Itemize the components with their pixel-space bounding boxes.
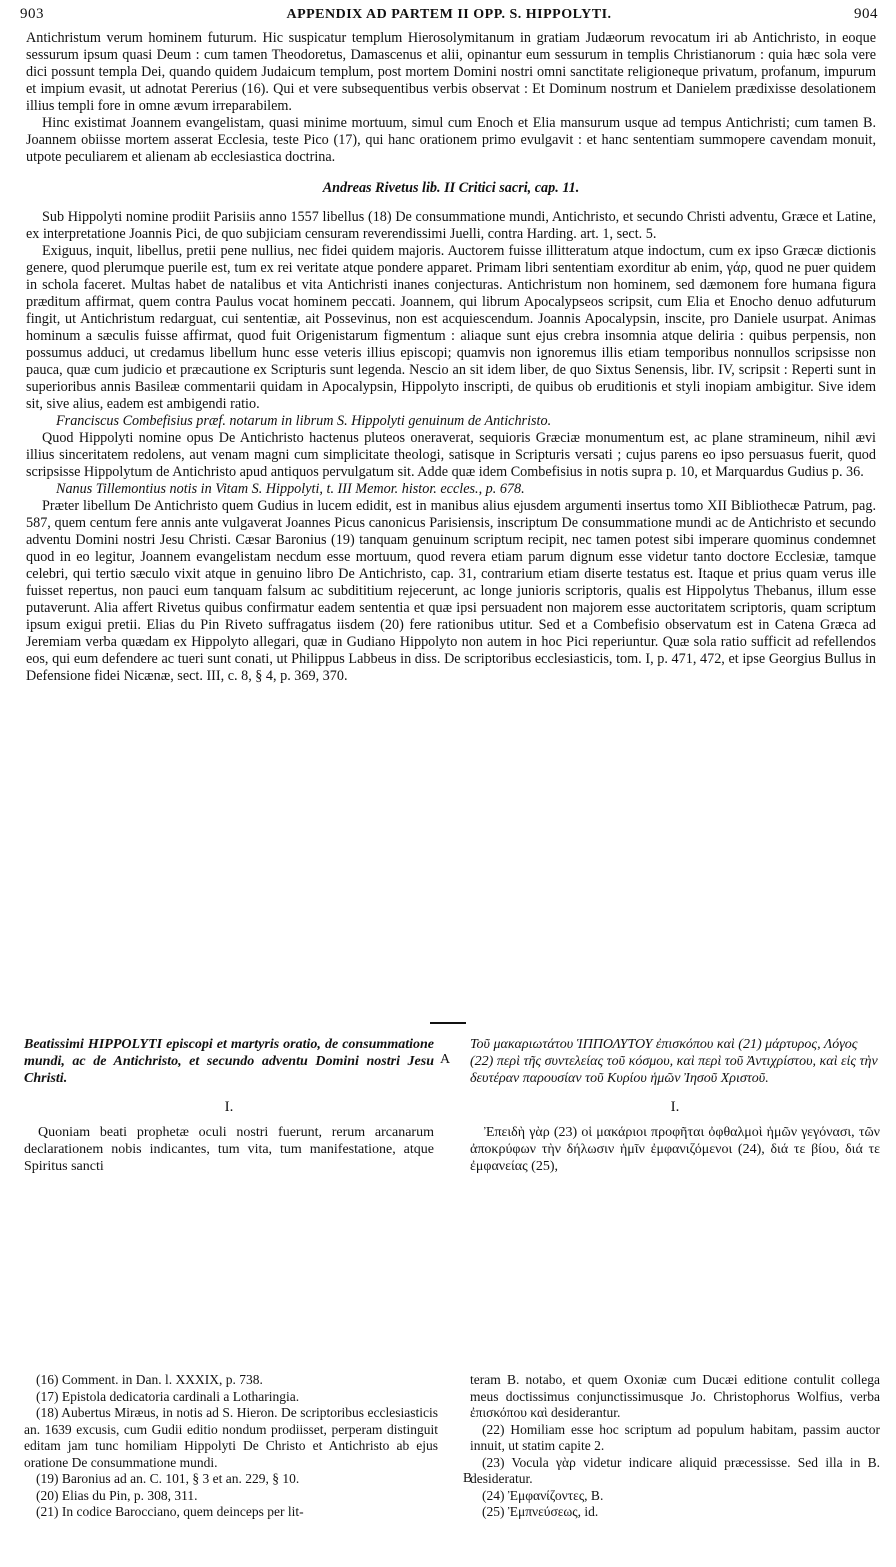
paragraph: Præter libellum De Antichristo quem Gudius in lucem edidit, est in manibus alius ejusdem argumenti insertus tomo XII Bibliothecæ Patrum, pag. 587, quem centum fere annis ante vulgaverat Joannes Picus canonicus Parisiensis, inscriptum De consummatione mundi ac de Antichristo et secundo adventu Domini nostri Jesu Christi. Cæsar Baronius (19) tanquam genuinum scriptum recipit, nec tamen potest sibi imperare quominus condemnet quod in eo legitur, Joannem evangelistam necdum esse mortuum, quod revera etiam parum dignum esse videtur tanto doctore Ecclesiæ, tamque celebri, qui tertio sæculo vixit atque in genuino libro De Antichristo, cap. 31, contrarium etiam diserte testatus est. Itaque et prius quam verus ille fuisset repertus, non pauci eum tanquam falsum ac subdititium rejecerunt, ac longe junioris scriptoris, qualis est Hippolytus Thebanus, illum esse putaverunt. Alia affert Rivetus quibus confirmatur eadem sententia et quæ ipsi persuadent non majorem esse auctoritatem scriptoris, quam scriptum ipsum exigui pretii. Elias du Pin Riveto suffragatus iisdem (20) fere rationibus utitur. Sed et a Combefisio observatum est in Catena Græca ad Jeremiam verba quædam ex Hippolyto allegari, quæ in Gudiano Hippolyto non autem in hoc Pici reperiuntur. Quæ sola ratio sufficit ad refellendos eos, qui eum defendere ac tueri sunt conati, ut Philippus Labbeus in diss. De scriptoribus ecclesiasticis, tom. I, p. 471, 472, et ipse Georgius Bullus in Defensione fidei Nicænæ, sect. III, c. 8, § 4, p. 369, 370. (26, 498, 876, 684)
footnote: (18) Aubertus Miræus, in notis ad S. Hieron. De scriptoribus ecclesiasticis an. 1639 excusis, cum Gudii editio nondum prodiisset, perperam distinguit editam jam tunc homiliam Hippolyti De Christo et Antichristo ab ejus oratione De consummatione mundi. (24, 1405, 438, 1470)
footnote: teram B. notabo, et quem Oxoniæ cum Ducæi editione contulit collega meus doctissimus conjunctissimusque Jo. Christophorus Wolfius, verba ἐπισκόπου καὶ desiderantur. (470, 1372, 880, 1420)
greek-title: Τοῦ μακαριωτάτου ἹΠΠΟΛΥΤΟΥ ἐπισκόπου καὶ (21) μάρτυρος, Λόγος (22) περὶ τῆς συντελείας τοῦ κόσμου, καὶ περὶ τοῦ Ἀντιχρίστου, καὶ εἰς τὴν δευτέραν παρουσίαν τοῦ Κυρίου ἡμῶν Ἰησοῦ Χριστοῦ. (470, 1037, 878, 1086)
footnote: (19) Baronius ad an. C. 101, § 3 et an. 229, § 10. (36, 1471, 300, 1486)
footnote: (23) Vocula γὰρ videtur indicare aliquid præcessisse. Sed illa in B. desideratur. (470, 1454, 880, 1486)
margin-marker: B (463, 1470, 473, 1485)
source-heading: Nanus Tillemontius notis in Vitam S. Hippolyti, t. III Memor. histor. eccles., p. 678. (56, 481, 525, 497)
source-heading: Andreas Rivetus lib. II Critici sacri, cap. 11. (322, 180, 580, 196)
running-title: APPENDIX AD PARTEM II OPP. S. HIPPOLYTI. (286, 7, 612, 22)
latin-title: Beatissimi HIPPOLYTI episcopi et martyris oratio, de consummatione mundi, ac de Antichristo, et secundo adventu Domini nostri Jesu Christi. (24, 1037, 434, 1086)
right-page-number: 904 (854, 6, 878, 22)
paragraph: Quod Hippolyti nomine opus De Antichristo hactenus pluteos oneraverat, sequioris Græciæ monumentum est, ac plane stramineum, nihil ævi illius sinceritatem redolens, aut venam magni cum simplicitate theologi, satisque in Scripturis versati ; cujus parens eo ipso persuasus fuerit, quod scripsisse Hippolytum de Antichristo apud antiquos pervulgatum sit. Adde quæ idem Combefisius in notis supra p. 10, et Marquardus Gudius p. 36. (26, 430, 876, 480)
footnote: (20) Elias du Pin, p. 308, 311. (36, 1487, 198, 1503)
latin-text: Quoniam beati prophetæ oculi nostri fuerunt, rerum arcanarum declarationem nobis indicantes, tum vita, tum manifestatione, atque Spiritus sancti (24, 1125, 434, 1174)
footnotes-left (24, 1372, 438, 1521)
footnote: (24) Ἐμφανίζοντες, B. (482, 1487, 604, 1503)
latin-column (24, 1036, 434, 1175)
section-number: I. (670, 1099, 680, 1115)
footnote: (21) In codice Barocciano, quem deinceps per lit- (36, 1504, 304, 1519)
left-page-number: 903 (20, 6, 44, 22)
main-text (26, 30, 876, 685)
margin-marker: A (440, 1052, 451, 1067)
greek-column (470, 1036, 880, 1175)
paragraph: Hinc existimat Joannem evangelistam, quasi minime mortuum, simul cum Enoch et Elia mansurum usque ad tempus Antichristi; cum tamen B. Joannem obiisse mortem asserat Ecclesia, teste Pico (17), qui hanc orationem primo evulgavit : et hanc sententiam summopere cavendam monuit, utpote peculiarem et alienam ab ecclesiastica doctrina. (26, 115, 876, 165)
section-number: I. (224, 1099, 234, 1115)
source-heading: Franciscus Combefisius præf. notarum in librum S. Hippolyti genuinum de Antichristo. (56, 413, 552, 429)
greek-text: Ἐπειδὴ γὰρ (23) οἱ μακάριοι προφῆται ὀφθαλμοὶ ἡμῶν γεγόνασι, τῶν ἀποκρύφων τὴν δήλωσιν ἡμῖν ἐμφανιζόμενοι (24), διά τε βίου, διά τε ἐμφανείας (25), (470, 1125, 880, 1174)
footnote: (22) Homiliam esse hoc scriptum ad populum habitam, passim auctor innuit, ut statim capite 2. (470, 1421, 880, 1453)
footnote: (25) Ἐμπνεύσεως, id. (482, 1504, 599, 1519)
footnote: (17) Epistola dedicatoria cardinali a Lotharingia. (36, 1388, 300, 1404)
running-header (20, 6, 878, 28)
paragraph: Sub Hippolyti nomine prodiit Parisiis anno 1557 libellus (18) De consummatione mundi, Antichristo, et secundo Christi adventu, Græce et Latine, ex interpretatione Joannis Pici, de quo subjiciam censuram reverendissimi Juelli, contra Harding. art. 1, sect. 5. (26, 209, 876, 242)
footnotes-right (470, 1372, 880, 1521)
paragraph: Exiguus, inquit, libellus, pretii pene nullius, nec fidei quidem majoris. Auctorem fuisse illitteratum atque indoctum, cum ex ipso Græcæ dictionis genere, quod plerumque puerile est, tum ex rei veritate atque pondere apparet. Primam libri sententiam exorditur ab enim, γάρ, quod ne puer quidem in schola faceret. Multas habet de natalibus et vita Antichristi inanes conjecturas. Antichristum non hominem, sed dæmonem fore humana figura præditum affirmat, quem contra Paulus vocat hominem peccati. Joannem, qui librum Apocalypseos scripsit, cum Elia et Enocho denuo adfuturum fingit, ut Antichristum redarguat, cui sententiæ, ait Possevinus, non est acquiescendum. Joannis Apocalypsin, inscite, pro Daniele usurpat. Animas hominum a sæculis fuisse affirmat, quod fuit Origenistarum figmentum : aliaque sunt ejus crebra insomnia atque deliria : quibus perpensis, non possumus adduci, ut credamus libellum hunc esse veteris illius episcopi; quamvis non ignoremus illis etiam temporibus nonnullos scripsisse non pauca, quæ cum judicio et præcautione ex Scripturis sunt legenda. Nescio an sit idem liber, de quo Sixtus Senensis, libr. IV, scripsit : Reperti sunt in superioribus annis Basileæ commentarii quidam in Apocalypsin, Hippolyto inscripti, de quibus ob eruditionis et styli inopiam ambigitur. Sive idem sit, sive alius, eadem est ambigendi ratio. (26, 243, 876, 412)
section-divider (430, 1022, 466, 1024)
paragraph: Antichristum verum hominem futurum. Hic suspicatur templum Hierosolymitanum in gratiam Judæorum revocatum iri ab Antichristo, in eoque sessurum ipsum quasi Deum : cum tamen Theodoretus, Damascenus et alii, opinantur eum sessurum in templis Christianorum : quia hæc sola vere dici possunt templa Dei, quando quidem Judaicum templum, post mortem Domini nostri omni sanctitate religioneque privatum, profanum, impurum et impium evasit, ut adnotat Pererius (16). Qui et vere subsequentibus verbis observat : Et Dominum nostrum et Danielem prædixisse desolationem illius templi fore in omne ævum irreparabilem. (26, 30, 876, 114)
footnote: (16) Comment. in Dan. l. XXXIX, p. 738. (36, 1372, 263, 1387)
